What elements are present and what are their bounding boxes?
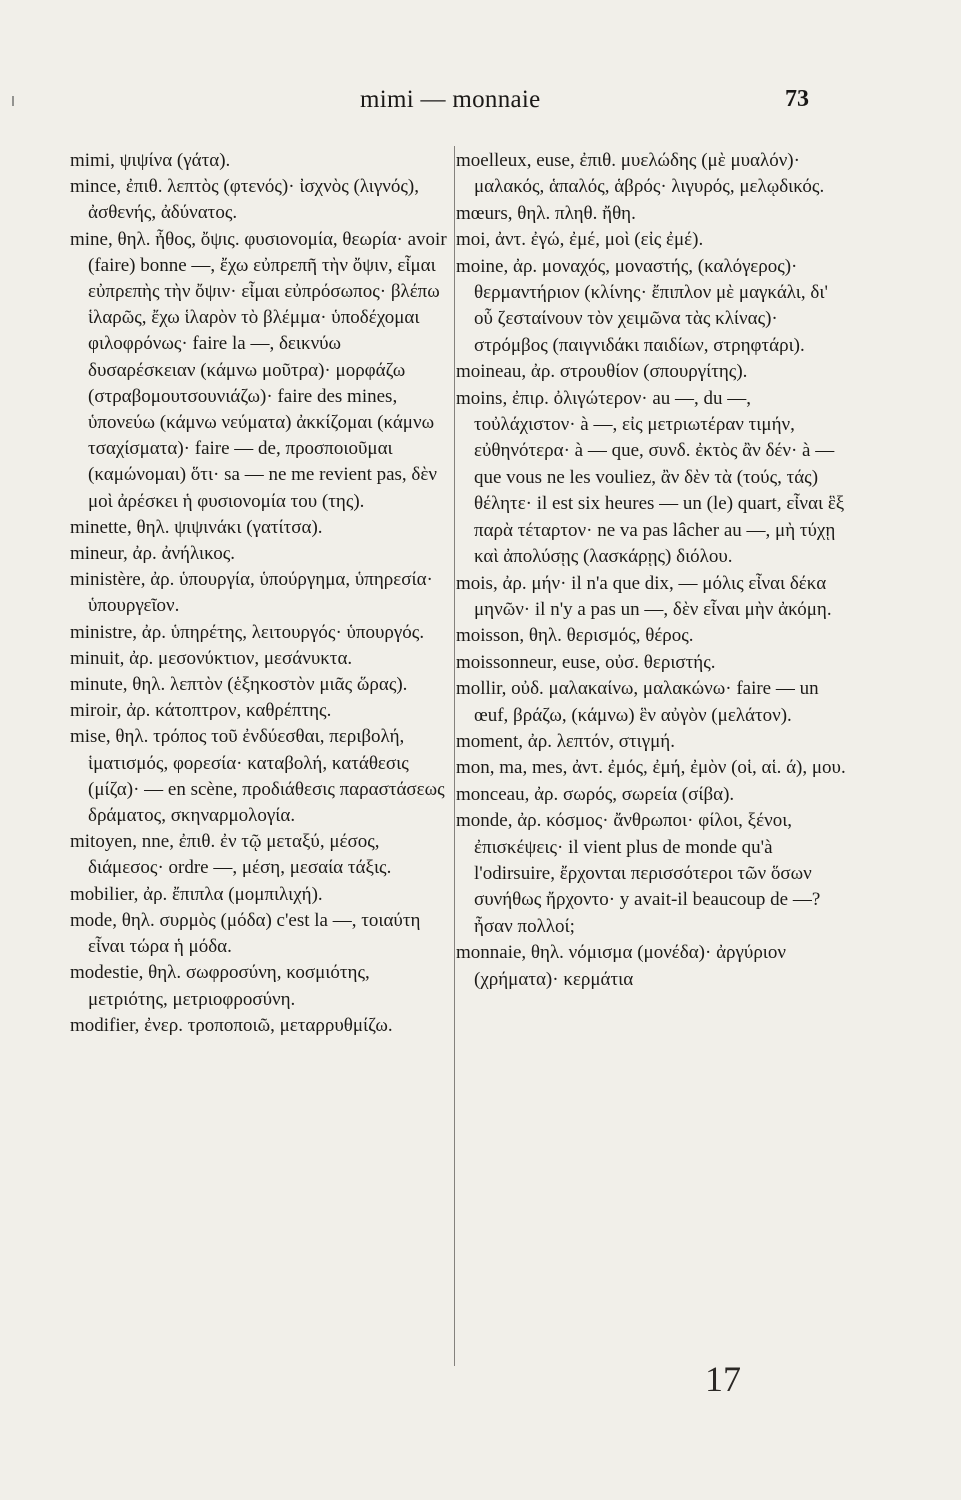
running-title: mimi — monnaie [360,86,541,113]
entry-modestie: modestie, θηλ. σωφροσύνη, κοσμιότης, μετριότης, μετριοφροσύνη. [70,962,370,1010]
entry-mimi: mimi, ψιψίνα (γάτα). [70,150,231,171]
entry-mois: mois, ἀρ. μήν· il n'a que dix, — μόλις εἶναι δέκα μηνῶν· il n'y a pas un —, δὲν εἶναι μὴν ἀκόμη. [456,572,832,620]
page-number: 73 [785,86,809,112]
entry-moisson: moisson, θηλ. θερισμός, θέρος. [456,625,694,647]
entry-mineur: mineur, ἀρ. ἀνήλικος. [70,543,235,565]
entry-mise: mise, θηλ. τρόπος τοῦ ἐνδύεσθαι, περιβολή, ἱματισμός, φορεσία· καταβολή, κατάθεσις (μίζα)· — en scène, προδιάθεσις παραστάσεως δράματος, σκηναρμολογία. [70,726,445,827]
entry-monde: monde, ἀρ. κόσμος· ἄνθρωποι· φίλοι, ξένοι, ἐπισκέψεις· il vient plus de monde qu'à l'odirsuire, ἔρχονται περισσότεροι τῶν ὅσων συνήθως ἤρχοντο· y avait-il beaucoup de —? ἦσαν πολλοί; [456,810,821,937]
column-divider [454,146,455,1366]
entry-moment: moment, ἀρ. λεπτόν, στιγμή. [456,730,675,752]
entry-ministre: ministre, ἀρ. ὑπηρέτης, λειτουργός· ὑπουργός. [70,621,425,643]
entry-minette: minette, θηλ. ψιψινάκι (γατίτσα). [70,516,323,538]
entry-moeurs: mœurs, θηλ. πληθ. ἤθη. [456,202,636,224]
right-column [456,148,848,993]
entry-monnaie: monnaie, θηλ. νόμισμα (μονέδα)· ἀργύριον (χρήματα)· κερμάτια [456,942,787,990]
entry-moi: moi, ἀντ. ἐγώ, ἐμέ, μοὶ (εἰς ἐμέ). [456,229,704,251]
entry-mobilier: mobilier, ἀρ. ἔπιπλα (μομπιλιχή). [70,883,323,905]
entry-moine: moine, ἀρ. μοναχός, μοναστής, (καλόγερος)· θερμαντήριον (κλίνης· ἔπιπλον μὲ μαγκάλι, δι' οὗ ζεσταίνουν τὸν χειμῶνα τὰς κλίνας)· στρόμβος (παιγνιδάκι παιδίων, στρηφτάρι). [456,255,828,356]
entry-ministere: ministère, ἀρ. ὑπουργία, ὑπούργημα, ὑπηρεσία· ὑπουργεῖον. [70,569,433,617]
entry-mollir: mollir, οὐδ. μαλακαίνω, μαλακώνω· faire — un œuf, βράζω, (κάμνω) ἓν αὐγὸν (μελάτον). [456,678,819,726]
entry-minuit: minuit, ἀρ. μεσονύκτιον, μεσάνυκτα. [70,647,353,669]
left-column [70,148,450,1039]
entry-moelleux: moelleux, euse, ἐπιθ. μυελώδης (μὲ μυαλόν)· μαλακός, ἁπαλός, ἁβρός· λιγυρός, μελῳδικός. [456,150,825,198]
entry-miroir: miroir, ἀρ. κάτοπτρον, καθρέπτης. [70,700,332,722]
entry-mince: mince, ἐπιθ. λεπτὸς (φτενός)· ἰσχνὸς (λιγνός), ἀσθενής, ἀδύνατος. [70,176,419,224]
entry-mon: mon, ma, mes, ἀντ. ἐμός, ἐμή, ἐμὸν (οἱ, αἱ. ά), μου. [456,757,846,779]
entry-moineau: moineau, ἀρ. στρουθίον (σπουργίτης). [456,361,748,383]
entry-minute: minute, θηλ. λεπτὸν (ἑξηκοστὸν μιᾶς ὥρας). [70,674,408,696]
running-head [0,86,961,118]
entry-mine: mine, θηλ. ἦθος, ὄψις. φυσιονομία, θεωρία· avoir (faire) bonne —, ἔχω εὐπρεπῆ τὴν ὄψιν, εἶμαι εὐπρεπὴς τὴν ὄψιν· εἶμαι εὐπρόσωπος· βλέπω ἱλαρῶς, ἔχω ἱλαρὸν τὸ βλέμμα· ὑποδέχομαι φιλοφρόνως· faire la —, δεικνύω δυσαρέσκειαν (κάμνω μοῦτρα)· μορφάζω (στραβομουτσουνιάζω)· faire des mines, ὑπονεύω (κάμνω νεύματα) ἀκκίζομαι (κάμνω τσαχίσματα)· faire — de, προσποιοῦμαι (καμώνομαι) ὅτι· sa — ne me revient pas, δὲν μοὶ ἀρέσκει ἡ φυσιονομία του (της). [70,228,447,512]
entry-moins: moins, ἐπιρ. ὀλιγώτερον· au —, du —, τοὐλάχιστον· à —, εἰς μετριωτέραν τιμήν, εὐθηνότερα· à — que, συνδ. ἐκτὸς ἂν δέν· à — que vous ne les vouliez, ἂν δὲν τὰ (τούς, τάς) θέλητε· il est six heures — un (le) quart, εἶναι ἓξ παρὰ τέταρτον· ne va pas lâcher au —, μὴ τύχῃ καὶ ἀπολύσῃς (λασκάρῃς) διόλου. [456,387,845,568]
entry-monceau: monceau, ἀρ. σωρός, σωρεία (σίβα). [456,783,735,805]
entry-moissonneur: moissonneur, euse, οὐσ. θεριστής. [456,651,716,673]
entry-modifier: modifier, ἐνερ. τροποποιῶ, μεταρρυθμίζω. [70,1014,393,1036]
signature-mark: 17 [705,1359,741,1399]
entry-mitoyen: mitoyen, nne, ἐπιθ. ἐν τῷ μεταξύ, μέσος, διάμεσος· ordre —, μέση, μεσαία τάξις. [70,831,392,879]
entry-mode: mode, θηλ. συρμὸς (μόδα) c'est la —, τοιαύτη εἶναι τώρα ἡ μόδα. [70,909,421,958]
